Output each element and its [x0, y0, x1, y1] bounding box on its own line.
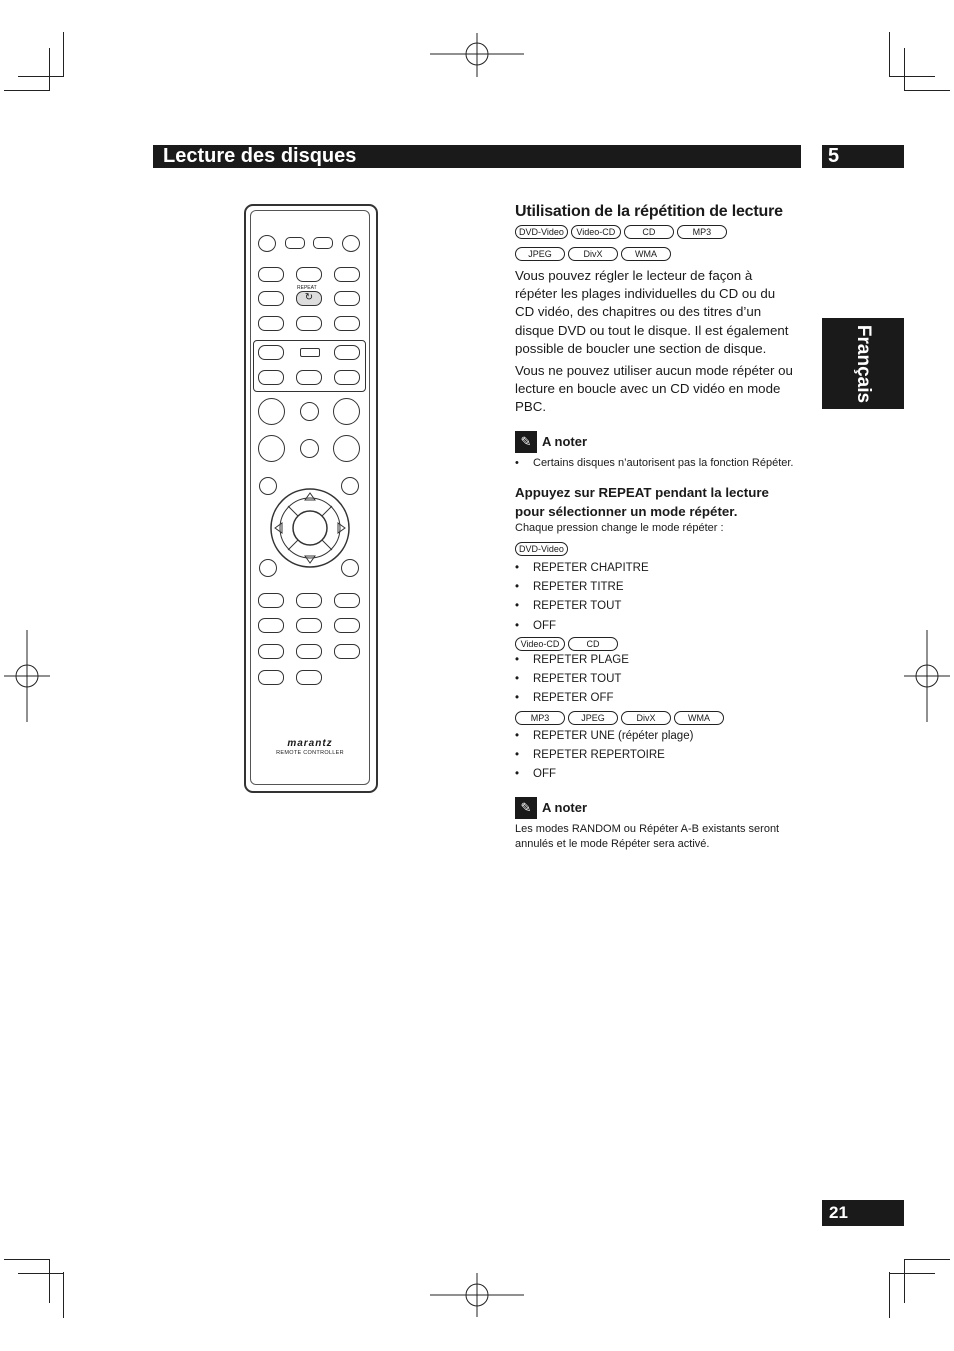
intro-paragraph: Vous pouvez régler le lecteur de façon à répéter les plages individuelles du CD ou du CD vidéo, des chapitres ou des titres d’un disque DVD ou tout le disque. Il est également possible de boucler une section de disque.	[515, 268, 789, 356]
registration-mark-right	[904, 630, 950, 722]
remote-button	[334, 345, 360, 360]
group3-list	[515, 727, 795, 785]
brand-logo: marantz	[287, 738, 333, 749]
remote-button	[296, 670, 322, 685]
pencil-note-icon: ✎	[515, 797, 537, 819]
disc-tag: DivX	[568, 247, 618, 261]
remote-button	[258, 435, 285, 462]
remote-button	[300, 402, 319, 421]
language-tab-label: Français	[853, 324, 874, 403]
directional-pad	[269, 487, 351, 569]
brand-subtitle: REMOTE CONTROLLER	[276, 750, 344, 756]
remote-button	[313, 237, 333, 249]
instruction-subtext: Chaque pression change le mode répéter :	[515, 521, 724, 534]
note-text: Les modes RANDOM ou Répéter A-B existants seront annulés et le mode Répéter sera activé.	[515, 822, 780, 850]
remote-button	[258, 593, 284, 608]
disc-tag: WMA	[674, 711, 724, 725]
note-title: A noter	[542, 434, 588, 450]
remote-button	[334, 267, 360, 282]
disc-tag: DVD-Video	[515, 542, 568, 556]
remote-button	[258, 291, 284, 306]
chapter-number: 5	[828, 145, 840, 167]
disc-tag: WMA	[621, 247, 671, 261]
disc-tag: JPEG	[515, 247, 565, 261]
group2-list	[515, 651, 795, 709]
remote-button	[333, 435, 360, 462]
list-item: • REPETER OFF	[515, 689, 795, 708]
remote-button	[334, 370, 360, 385]
remote-button	[300, 348, 320, 357]
remote-button	[300, 439, 319, 458]
list-item: • REPETER CHAPITRE	[515, 559, 795, 578]
instruction-heading: Appuyez sur REPEAT pendant la lecture pour sélectionner un mode répéter.	[515, 484, 769, 519]
remote-button	[285, 237, 305, 249]
list-item: • OFF	[515, 617, 795, 636]
note-title: A noter	[542, 800, 588, 816]
remote-button	[258, 345, 284, 360]
note-list	[515, 456, 795, 471]
remote-button	[333, 398, 360, 425]
list-item: • OFF	[515, 765, 795, 784]
remote-button	[296, 618, 322, 633]
section-title: Lecture des disques	[163, 145, 357, 167]
remote-button	[334, 291, 360, 306]
registration-mark-bottom	[430, 1273, 524, 1317]
remote-button	[258, 398, 285, 425]
content-column	[515, 203, 795, 852]
remote-button	[258, 644, 284, 659]
disc-tag: Video-CD	[571, 225, 621, 239]
list-item: • Certains disques n’autorisent pas la fonction Répéter.	[515, 456, 795, 471]
remote-button	[334, 644, 360, 659]
disc-tag: JPEG	[568, 711, 618, 725]
disc-tag: MP3	[677, 225, 727, 239]
group2-tags	[515, 637, 795, 651]
disc-tag: DVD-Video	[515, 225, 568, 239]
remote-button	[258, 316, 284, 331]
repeat-label: REPEAT	[297, 285, 317, 291]
list-item: • REPETER PLAGE	[515, 651, 795, 670]
remote-button	[258, 670, 284, 685]
list-item: • REPETER TITRE	[515, 578, 795, 597]
remote-button	[334, 316, 360, 331]
note-heading	[515, 431, 795, 453]
disc-tag: CD	[624, 225, 674, 239]
remote-button	[258, 618, 284, 633]
remote-button	[258, 267, 284, 282]
remote-button	[296, 316, 322, 331]
disc-type-tags-row2	[515, 247, 795, 261]
group1-list	[515, 559, 795, 636]
remote-button	[334, 618, 360, 633]
note-heading	[515, 797, 795, 819]
remote-button	[296, 593, 322, 608]
repeat-button: ↻	[296, 291, 322, 306]
remote-button	[296, 644, 322, 659]
disc-tag: MP3	[515, 711, 565, 725]
list-item: • REPETER UNE (répéter plage)	[515, 727, 795, 746]
disc-tag: CD	[568, 637, 618, 651]
remote-button	[296, 370, 322, 385]
disc-tag: DivX	[621, 711, 671, 725]
registration-mark-top	[430, 33, 524, 77]
pbc-paragraph: Vous ne pouvez utiliser aucun mode répéter ou lecture en boucle avec un CD vidéo en mode PBC.	[515, 363, 793, 415]
disc-tag: Video-CD	[515, 637, 565, 651]
list-item: • REPETER TOUT	[515, 597, 795, 616]
section-heading: Utilisation de la répétition de lecture	[515, 203, 783, 220]
remote-button	[342, 235, 360, 252]
group1-tags	[515, 542, 795, 556]
remote-button	[334, 593, 360, 608]
registration-mark-left	[4, 630, 50, 722]
remote-button	[296, 267, 322, 282]
pencil-note-icon: ✎	[515, 431, 537, 453]
page-number: 21	[829, 1203, 848, 1222]
disc-type-tags-row1	[515, 225, 795, 239]
remote-button	[258, 235, 276, 252]
list-item: • REPETER REPERTOIRE	[515, 746, 795, 765]
remote-button	[258, 370, 284, 385]
list-item: • REPETER TOUT	[515, 670, 795, 689]
group3-tags	[515, 711, 795, 725]
